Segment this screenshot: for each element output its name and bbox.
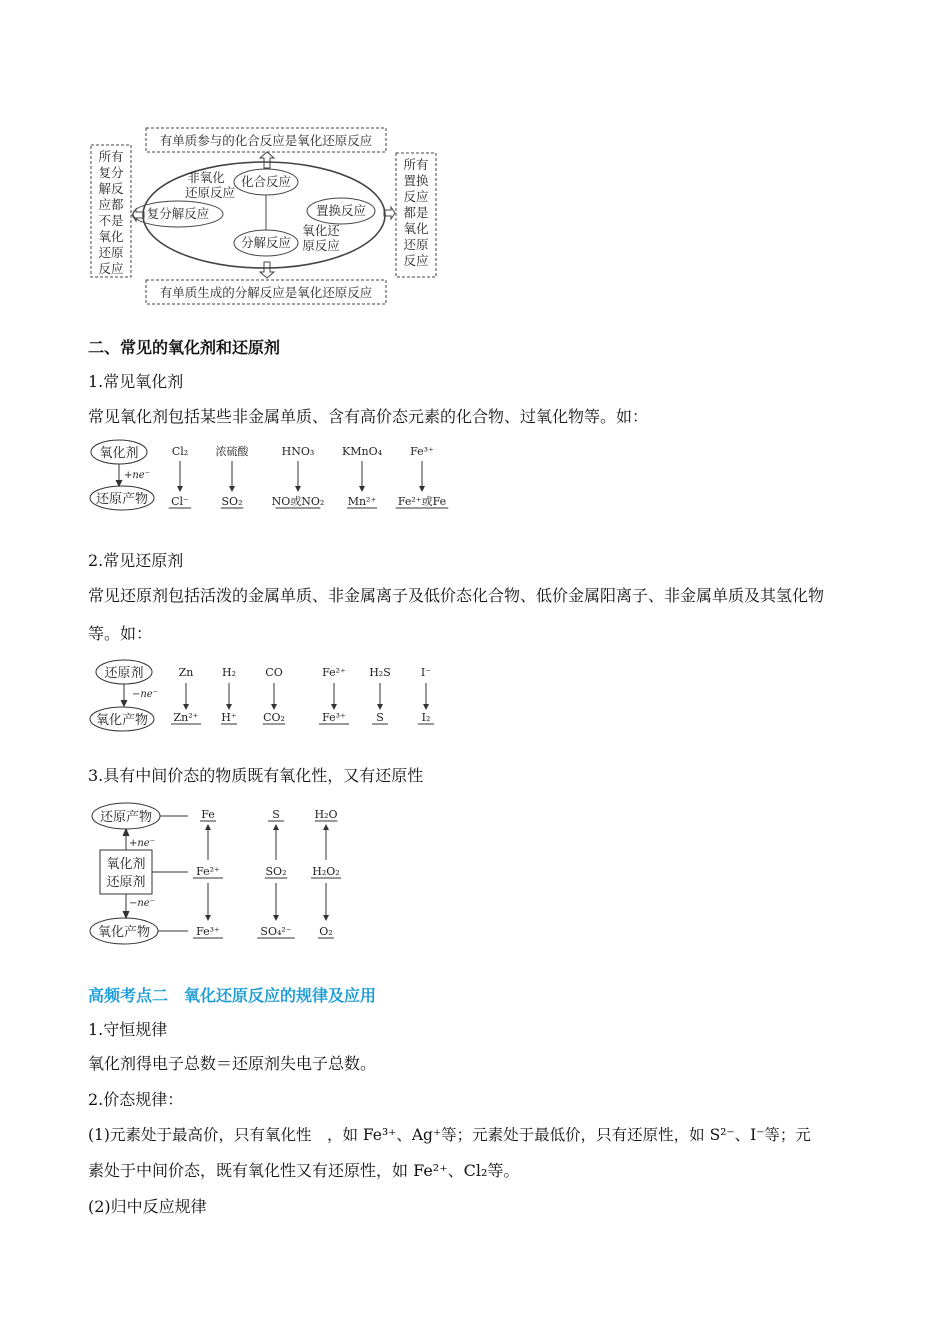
oxidant-item-arrowhead-1 bbox=[229, 486, 235, 492]
oxidant-item-bottom-1: SO₂ bbox=[221, 495, 243, 508]
double-decomposition-label: 复分解反应 bbox=[146, 206, 210, 221]
intermediate-minus-label: −ne⁻ bbox=[128, 898, 156, 909]
oxidant-item-bottom-0: Cl⁻ bbox=[171, 495, 189, 508]
intermediate-top-1: S bbox=[272, 808, 280, 821]
oxidant-item-top-0: Cl₂ bbox=[171, 445, 189, 458]
paragraph-reductants-1: 常见还原剂包括活泼的金属单质、非金属离子及低价态化合物、低价金属阳离子、非金属单质及其氢化物 bbox=[88, 586, 825, 605]
reductant-item-arrowhead-3 bbox=[331, 704, 337, 710]
oxidant-item-top-2: HNO₃ bbox=[281, 445, 315, 458]
oxidant-item-arrowhead-3 bbox=[359, 486, 365, 492]
left-box-line: 不是 bbox=[98, 213, 124, 228]
reaction-type-diagram bbox=[88, 125, 440, 305]
reductant-item-top-0: Zn bbox=[178, 666, 194, 679]
reductant-item-arrowhead-2 bbox=[271, 704, 277, 710]
paragraph-valence-rule-2: 素处于中间价态，既有氧化性又有还原性，如 Fe²⁺、Cl₂等。 bbox=[88, 1161, 520, 1180]
intermediate-diagram bbox=[88, 798, 458, 948]
reductant-item-top-4: H₂S bbox=[369, 666, 391, 679]
intermediate-middle-0: Fe²⁺ bbox=[196, 865, 220, 878]
reductant-item-bottom-3: Fe³⁺ bbox=[322, 711, 346, 724]
subheading-common-oxidants: 1.常见氧化剂 bbox=[88, 372, 184, 391]
lose-electrons-label: −ne⁻ bbox=[131, 689, 159, 700]
intermediate-down-arrowhead-1 bbox=[273, 915, 279, 921]
oxidant-item-arrowhead-4 bbox=[419, 486, 425, 492]
right-box-line: 所有 bbox=[403, 157, 429, 172]
oxidant-diagram bbox=[88, 436, 458, 516]
section-heading-redox-rules: 高频考点二 氧化还原反应的规律及应用 bbox=[88, 986, 377, 1005]
oxidation-product-label: 氧化产物 bbox=[95, 713, 149, 728]
intermediate-reduction-product: 还原产物 bbox=[99, 810, 153, 825]
reductant-item-top-5: I⁻ bbox=[420, 666, 432, 679]
non-redox-label-2: 还原反应 bbox=[184, 185, 236, 200]
oxidant-item-bottom-3: Mn²⁺ bbox=[347, 495, 377, 508]
intermediate-down-arrowhead-0 bbox=[205, 915, 211, 921]
intermediate-plus-label: +ne⁻ bbox=[128, 838, 156, 849]
reductant-diagram bbox=[88, 656, 458, 738]
subheading-valence-rule: 2.价态规律： bbox=[88, 1090, 184, 1109]
intermediate-top-0: Fe bbox=[201, 808, 215, 821]
non-redox-label-1: 非氧化 bbox=[187, 170, 225, 185]
reductant-item-arrowhead-0 bbox=[183, 704, 189, 710]
redox-label-1: 氧化还 bbox=[302, 223, 340, 238]
right-box-line: 反应 bbox=[403, 189, 429, 204]
subheading-common-reductants: 2.常见还原剂 bbox=[88, 551, 184, 570]
oxidant-item-bottom-2: NO或NO₂ bbox=[271, 495, 325, 508]
displacement-label: 置换反应 bbox=[315, 203, 367, 218]
left-box-line: 应都 bbox=[98, 197, 124, 212]
subheading-conservation: 1.守恒规律 bbox=[88, 1020, 168, 1039]
intermediate-down-arrowhead-2 bbox=[323, 915, 329, 921]
decomposition-label: 分解反应 bbox=[240, 235, 292, 250]
left-box-line: 还原 bbox=[98, 245, 124, 260]
subheading-intermediate: 3.具有中间价态的物质既有氧化性，又有还原性 bbox=[88, 766, 424, 785]
reductant-item-top-3: Fe²⁺ bbox=[322, 666, 346, 679]
paragraph-reductants-2: 等。如： bbox=[88, 624, 153, 643]
redox-label-2: 原反应 bbox=[302, 238, 340, 253]
right-box-line: 置换 bbox=[403, 173, 429, 188]
top-box-text: 有单质参与的化合反应是氧化还原反应 bbox=[159, 133, 373, 148]
oxidant-item-arrowhead-0 bbox=[177, 486, 183, 492]
intermediate-bottom-0: Fe³⁺ bbox=[196, 925, 220, 938]
oxidant-item-top-1: 浓硫酸 bbox=[215, 445, 249, 458]
paragraph-oxidants: 常见氧化剂包括某些非金属单质、含有高价态元素的化合物、过氧化物等。如： bbox=[88, 407, 649, 426]
intermediate-oxidant: 氧化剂 bbox=[106, 857, 146, 872]
intermediate-middle-2: H₂O₂ bbox=[312, 865, 340, 878]
intermediate-bottom-1: SO₄²⁻ bbox=[260, 925, 292, 938]
reductant-item-top-1: H₂ bbox=[221, 666, 237, 679]
intermediate-bottom-2: O₂ bbox=[319, 925, 333, 938]
right-box-line: 反应 bbox=[403, 253, 429, 268]
oxidant-item-arrowhead-2 bbox=[295, 486, 301, 492]
reductant-item-arrowhead-1 bbox=[226, 704, 232, 710]
left-box-line: 反应 bbox=[98, 261, 124, 276]
left-box-line: 所有 bbox=[98, 149, 124, 164]
left-box-line: 复分 bbox=[98, 165, 124, 180]
reductant-label: 还原剂 bbox=[104, 666, 144, 681]
intermediate-middle-1: SO₂ bbox=[265, 865, 287, 878]
right-box-line: 还原 bbox=[403, 237, 429, 252]
gain-electrons-label: +ne⁻ bbox=[123, 470, 151, 481]
oxidant-item-top-4: Fe³⁺ bbox=[410, 445, 434, 458]
bottom-box-text: 有单质生成的分解反应是氧化还原反应 bbox=[159, 285, 373, 300]
paragraph-valence-rule-1: (1)元素处于最高价，只有氧化性 ，如 Fe³⁺、Ag⁺等；元素处于最低价，只有还原性，如 S²⁻、I⁻等；元 bbox=[88, 1126, 811, 1144]
intermediate-up-arrowhead-0 bbox=[205, 824, 211, 830]
reductant-item-bottom-5: I₂ bbox=[421, 711, 431, 724]
reductant-item-arrowhead-4 bbox=[377, 704, 383, 710]
reduction-product-label: 还原产物 bbox=[95, 492, 149, 507]
reductant-item-arrowhead-5 bbox=[423, 704, 429, 710]
section-heading-oxidants-reductants: 二、常见的氧化剂和还原剂 bbox=[88, 338, 281, 357]
combination-label: 化合反应 bbox=[240, 174, 292, 189]
intermediate-oxidation-product: 氧化产物 bbox=[97, 925, 151, 940]
intermediate-top-2: H₂O bbox=[314, 808, 338, 821]
left-box-line: 解反 bbox=[98, 181, 124, 196]
reductant-item-bottom-0: Zn²⁺ bbox=[173, 711, 199, 724]
subheading-comproportionation: (2)归中反应规律 bbox=[88, 1197, 207, 1216]
right-box-line: 都是 bbox=[403, 205, 429, 220]
paragraph-conservation: 氧化剂得电子总数＝还原剂失电子总数。 bbox=[88, 1054, 377, 1073]
left-box-line: 氧化 bbox=[98, 229, 124, 244]
reductant-item-bottom-1: H⁺ bbox=[221, 711, 237, 724]
intermediate-up-arrowhead-2 bbox=[323, 824, 329, 830]
oxidant-label: 氧化剂 bbox=[99, 446, 139, 461]
oxidant-item-top-3: KMnO₄ bbox=[342, 445, 382, 458]
reductant-item-bottom-2: CO₂ bbox=[263, 711, 285, 724]
reductant-item-top-2: CO bbox=[265, 666, 283, 679]
right-box-line: 氧化 bbox=[403, 221, 429, 236]
oxidant-item-bottom-4: Fe²⁺或Fe bbox=[397, 495, 447, 508]
reductant-item-bottom-4: S bbox=[376, 711, 384, 724]
intermediate-up-arrowhead-1 bbox=[273, 824, 279, 830]
intermediate-reductant: 还原剂 bbox=[106, 875, 146, 890]
